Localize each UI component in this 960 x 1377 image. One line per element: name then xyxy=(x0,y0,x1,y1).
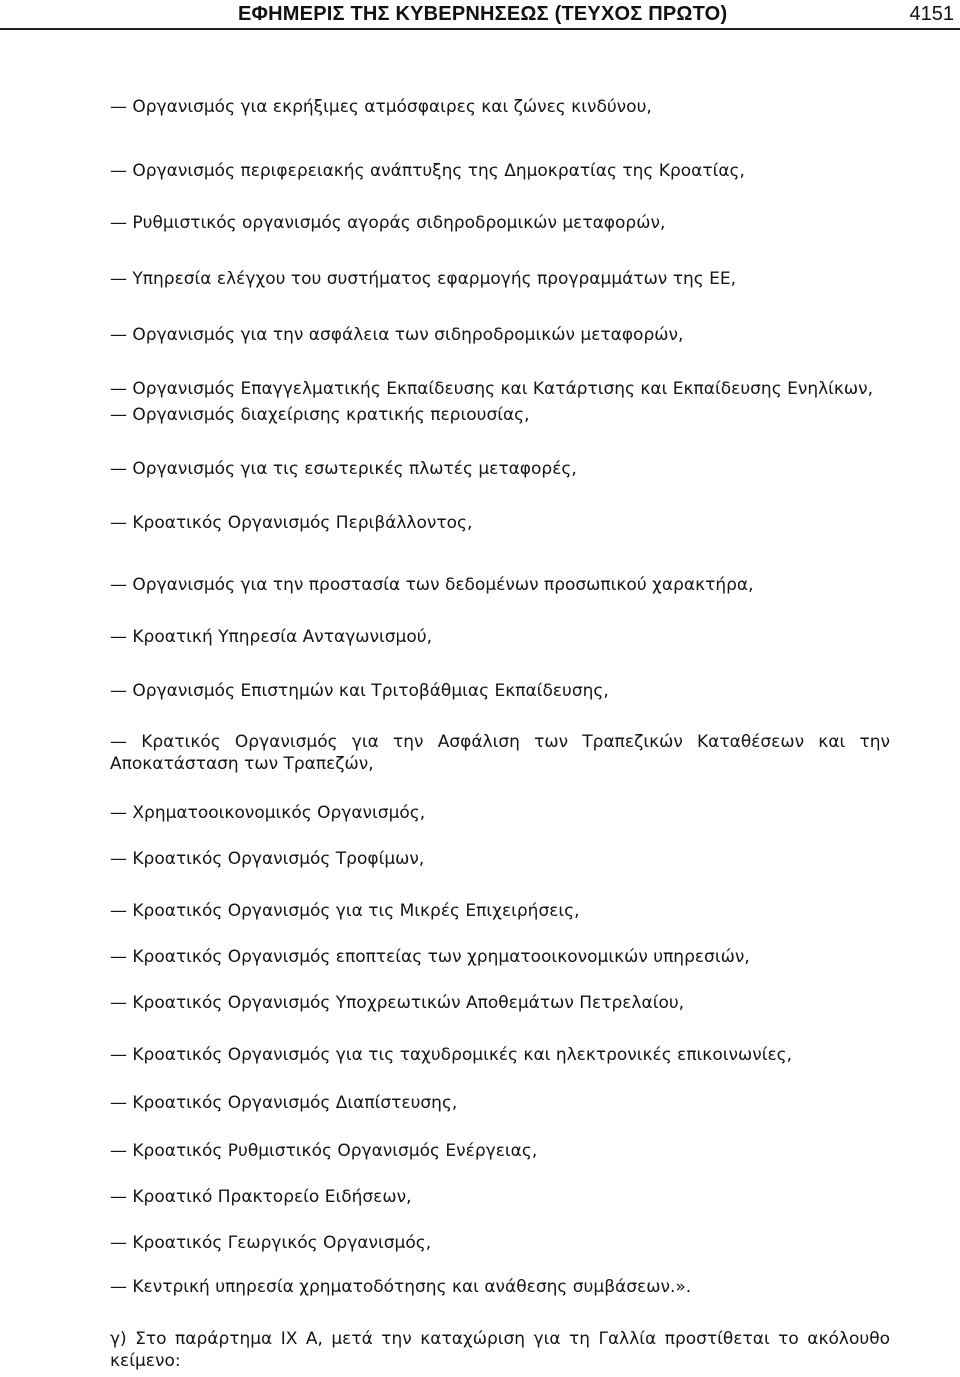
list-item: — Κροατικός Οργανισμός Τροφίμων, xyxy=(110,849,425,869)
list-item: — Οργανισμός για τις εσωτερικές πλωτές μεταφορές, xyxy=(110,459,577,479)
list-item: — Κροατικός Οργανισμός για τις ταχυδρομικές και ηλεκτρονικές επικοινωνίες, xyxy=(110,1045,793,1065)
list-item: — Κροατικός Ρυθμιστικός Οργανισμός Ενέργειας, xyxy=(110,1141,538,1161)
gazette-title: ΕΦΗΜΕΡΙΣ ΤΗΣ ΚΥΒΕΡΝΗΣΕΩΣ (ΤΕΥΧΟΣ ΠΡΩΤΟ) xyxy=(238,3,728,25)
list-item: — Κροατική Υπηρεσία Ανταγωνισμού, xyxy=(110,627,432,647)
list-item: — Κροατικός Οργανισμός Υποχρεωτικών Αποθεμάτων Πετρελαίου, xyxy=(110,993,685,1013)
list-item: — Υπηρεσία ελέγχου του συστήματος εφαρμογής προγραμμάτων της ΕΕ, xyxy=(110,269,736,289)
list-item: — Κροατικός Οργανισμός Διαπίστευσης, xyxy=(110,1093,458,1113)
list-item: — Οργανισμός για την ασφάλεια των σιδηροδρομικών μεταφορών, xyxy=(110,325,684,345)
list-item: — Κροατικό Πρακτορείο Ειδήσεων, xyxy=(110,1187,412,1207)
list-item: — Οργανισμός Επιστημών και Τριτοβάθμιας Εκπαίδευσης, xyxy=(110,681,609,701)
list-item: — Κεντρική υπηρεσία χρηματοδότησης και ανάθεσης συμβάσεων.». xyxy=(110,1277,692,1297)
list-item-line: Αποκατάσταση των Τραπεζών, xyxy=(110,754,374,774)
list-item: — Κροατικός Οργανισμός εποπτείας των χρηματοοικονομικών υπηρεσιών, xyxy=(110,947,750,967)
list-item: — Οργανισμός περιφερειακής ανάπτυξης της Δημοκρατίας της Κροατίας, xyxy=(110,161,745,181)
list-item-line: — Κρατικός Οργανισμός για την Ασφάλιση των Τραπεζικών Καταθέσεων και την xyxy=(110,732,890,752)
list-item: — Κροατικός Οργανισμός Περιβάλλοντος, xyxy=(110,513,473,533)
page-header xyxy=(0,0,960,30)
list-item: — Χρηματοοικονομικός Οργανισμός, xyxy=(110,803,426,823)
closing-paragraph xyxy=(110,1328,890,1372)
closing-line: κείμενο: xyxy=(110,1351,181,1371)
list-item: — Οργανισμός για την προστασία των δεδομένων προσωπικού χαρακτήρα, xyxy=(110,575,754,595)
list-item-wrapped xyxy=(110,731,890,775)
closing-line: γ) Στο παράρτημα ΙΧ Α, μετά την καταχώριση για τη Γαλλία προστίθεται το ακόλουθο xyxy=(110,1329,890,1349)
list-item: — Κροατικός Οργανισμός για τις Μικρές Επιχειρήσεις, xyxy=(110,901,580,921)
list-item: — Ρυθμιστικός οργανισμός αγοράς σιδηροδρομικών μεταφορών, xyxy=(110,213,666,233)
list-item: — Οργανισμός για εκρήξιμες ατμόσφαιρες και ζώνες κινδύνου, xyxy=(110,97,652,117)
list-item: — Κροατικός Γεωργικός Οργανισμός, xyxy=(110,1233,432,1253)
page-number: 4151 xyxy=(909,3,954,25)
list-item: — Οργανισμός Επαγγελματικής Εκπαίδευσης και Κατάρτισης και Εκπαίδευσης Ενηλίκων, xyxy=(110,379,874,399)
list-item: — Οργανισμός διαχείρισης κρατικής περιουσίας, xyxy=(110,405,530,425)
